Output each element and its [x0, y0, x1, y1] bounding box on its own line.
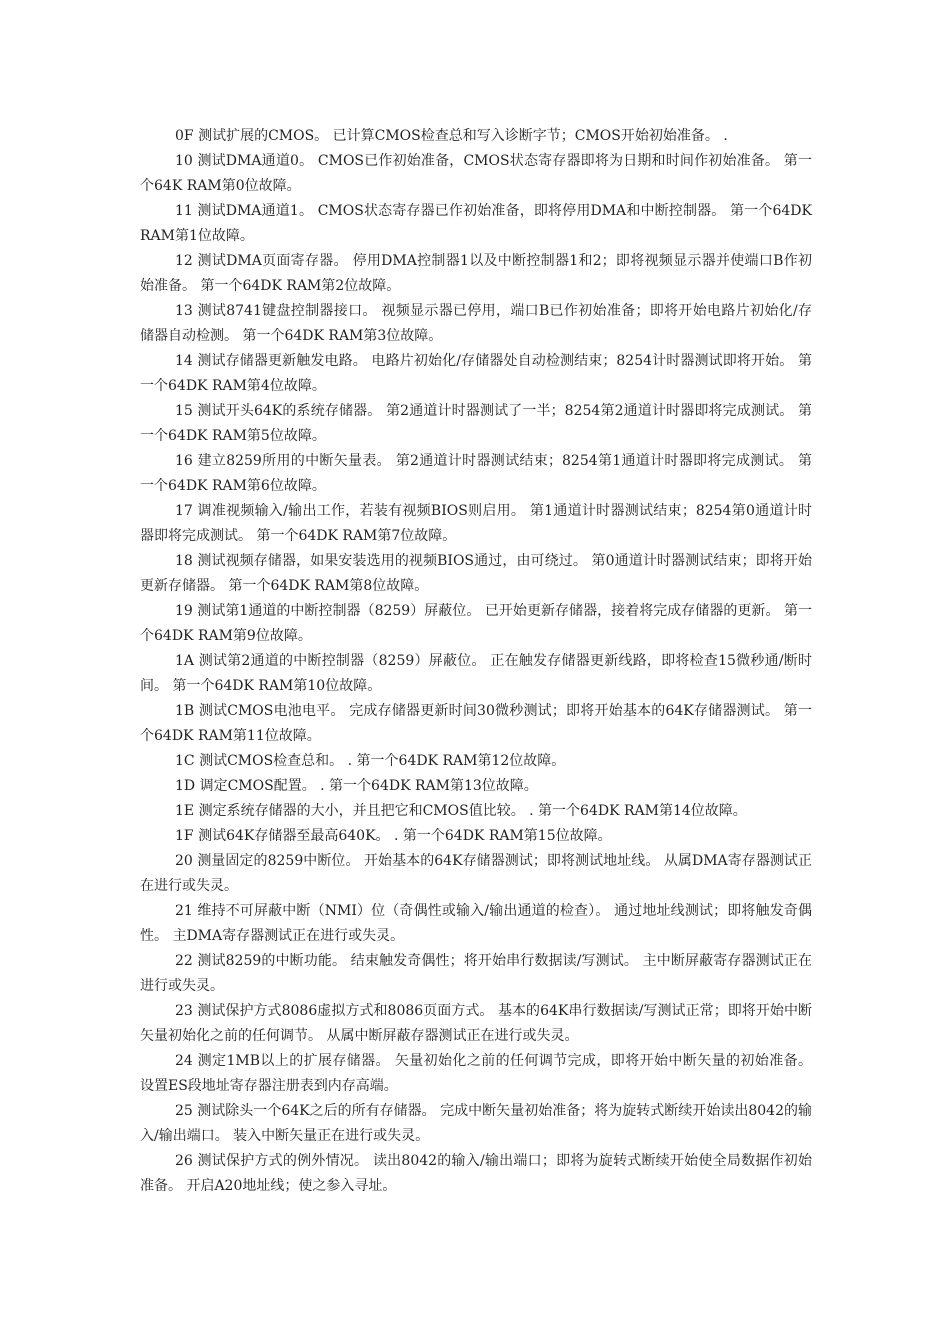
- paragraph-25: 25 测试除头一个64K之后的所有存储器。 完成中断矢量初始准备；将为旋转式断续开始读出8042的输入/输出端口。 装入中断矢量正在进行或失灵。: [140, 1103, 812, 1144]
- paragraph-24: 24 测定1MB以上的扩展存储器。 矢量初始化之前的任何调节完成，即将开始中断矢量的初始准备。 设置ES段地址寄存器注册表到内存高端。: [140, 1053, 812, 1094]
- paragraph-22: 22 测试8259的中断功能。 结束触发奇偶性；将开始串行数据读/写测试。 主中断屏蔽寄存器测试正在进行或失灵。: [140, 953, 812, 994]
- paragraph-1d: 1D 调定CMOS配置。 . 第一个64DK RAM第13位故障。: [175, 778, 538, 794]
- paragraph-1b: 1B 测试CMOS电池电平。 完成存储器更新时间30微秒测试；即将开始基本的64K存储器测试。 第一个64DK RAM第11位故障。: [140, 703, 812, 744]
- paragraph-18: 18 测试视频存储器，如果安装选用的视频BIOS通过，由可绕过。 第0通道计时器测试结束；即将开始更新存储器。 第一个64DK RAM第8位故障。: [140, 553, 812, 594]
- paragraph-12: 12 测试DMA页面寄存器。 停用DMA控制器1以及中断控制器1和2；即将视频显示器并使端口B作初始准备。 第一个64DK RAM第2位故障。: [140, 253, 812, 294]
- paragraph-16: 16 建立8259所用的中断矢量表。 第2通道计时器测试结束；8254第1通道计时器即将完成测试。 第一个64DK RAM第6位故障。: [140, 453, 812, 494]
- paragraph-1c: 1C 测试CMOS检查总和。 . 第一个64DK RAM第12位故障。: [175, 753, 566, 769]
- document-body: [140, 124, 812, 1199]
- paragraph-23: 23 测试保护方式8086虚拟方式和8086页面方式。 基本的64K串行数据读/写测试正常；即将开始中断矢量初始化之前的任何调节。 从属中断屏蔽存器测试正在进行或失灵。: [140, 1003, 812, 1044]
- paragraph-11: 11 测试DMA通道1。 CMOS状态寄存器已作初始准备，即将停用DMA和中断控制器。 第一个64DK RAM第1位故障。: [140, 203, 812, 244]
- paragraph-0f: 0F 测试扩展的CMOS。 已计算CMOS检查总和写入诊断字节；CMOS开始初始准备。 .: [175, 128, 728, 144]
- paragraph-15: 15 测试开头64K的系统存储器。 第2通道计时器测试了一半；8254第2通道计时器即将完成测试。 第一个64DK RAM第5位故障。: [140, 403, 812, 444]
- paragraph-20: 20 测量固定的8259中断位。 开始基本的64K存储器测试；即将测试地址线。 从属DMA寄存器测试正在进行或失灵。: [140, 853, 812, 894]
- paragraph-1e: 1E 测定系统存储器的大小，并且把它和CMOS值比较。 . 第一个64DK RAM第14位故障。: [175, 803, 747, 819]
- paragraph-10: 10 测试DMA通道0。 CMOS已作初始准备，CMOS状态寄存器即将为日期和时间作初始准备。 第一个64K RAM第0位故障。: [140, 153, 812, 194]
- paragraph-1a: 1A 测试第2通道的中断控制器（8259）屏蔽位。 正在触发存储器更新线路，即将检查15微秒通/断时间。 第一个64DK RAM第10位故障。: [140, 653, 812, 694]
- paragraph-21: 21 维持不可屏蔽中断（NMI）位（奇偶性或输入/输出通道的检查）。 通过地址线测试；即将触发奇偶性。 主DMA寄存器测试正在进行或失灵。: [140, 903, 812, 944]
- paragraph-26: 26 测试保护方式的例外情况。 读出8042的输入/输出端口；即将为旋转式断续开始使全局数据作初始准备。 开启A20地址线；使之参入寻址。: [140, 1153, 812, 1194]
- paragraph-19: 19 测试第1通道的中断控制器（8259）屏蔽位。 已开始更新存储器，接着将完成存储器的更新。 第一个64DK RAM第9位故障。: [140, 603, 812, 644]
- paragraph-14: 14 测试存储器更新触发电路。 电路片初始化/存储器处自动检测结束；8254计时器测试即将开始。 第一个64DK RAM第4位故障。: [140, 353, 812, 394]
- paragraph-13: 13 测试8741键盘控制器接口。 视频显示器已停用，端口B已作初始准备；即将开始电路片初始化/存储器自动检测。 第一个64DK RAM第3位故障。: [140, 303, 812, 344]
- paragraph-1f: 1F 测试64K存储器至最高640K。 . 第一个64DK RAM第15位故障。: [175, 828, 612, 844]
- paragraph-17: 17 调准视频输入/输出工作，若装有视频BIOS则启用。 第1通道计时器测试结束；8254第0通道计时器即将完成测试。 第一个64DK RAM第7位故障。: [140, 503, 812, 544]
